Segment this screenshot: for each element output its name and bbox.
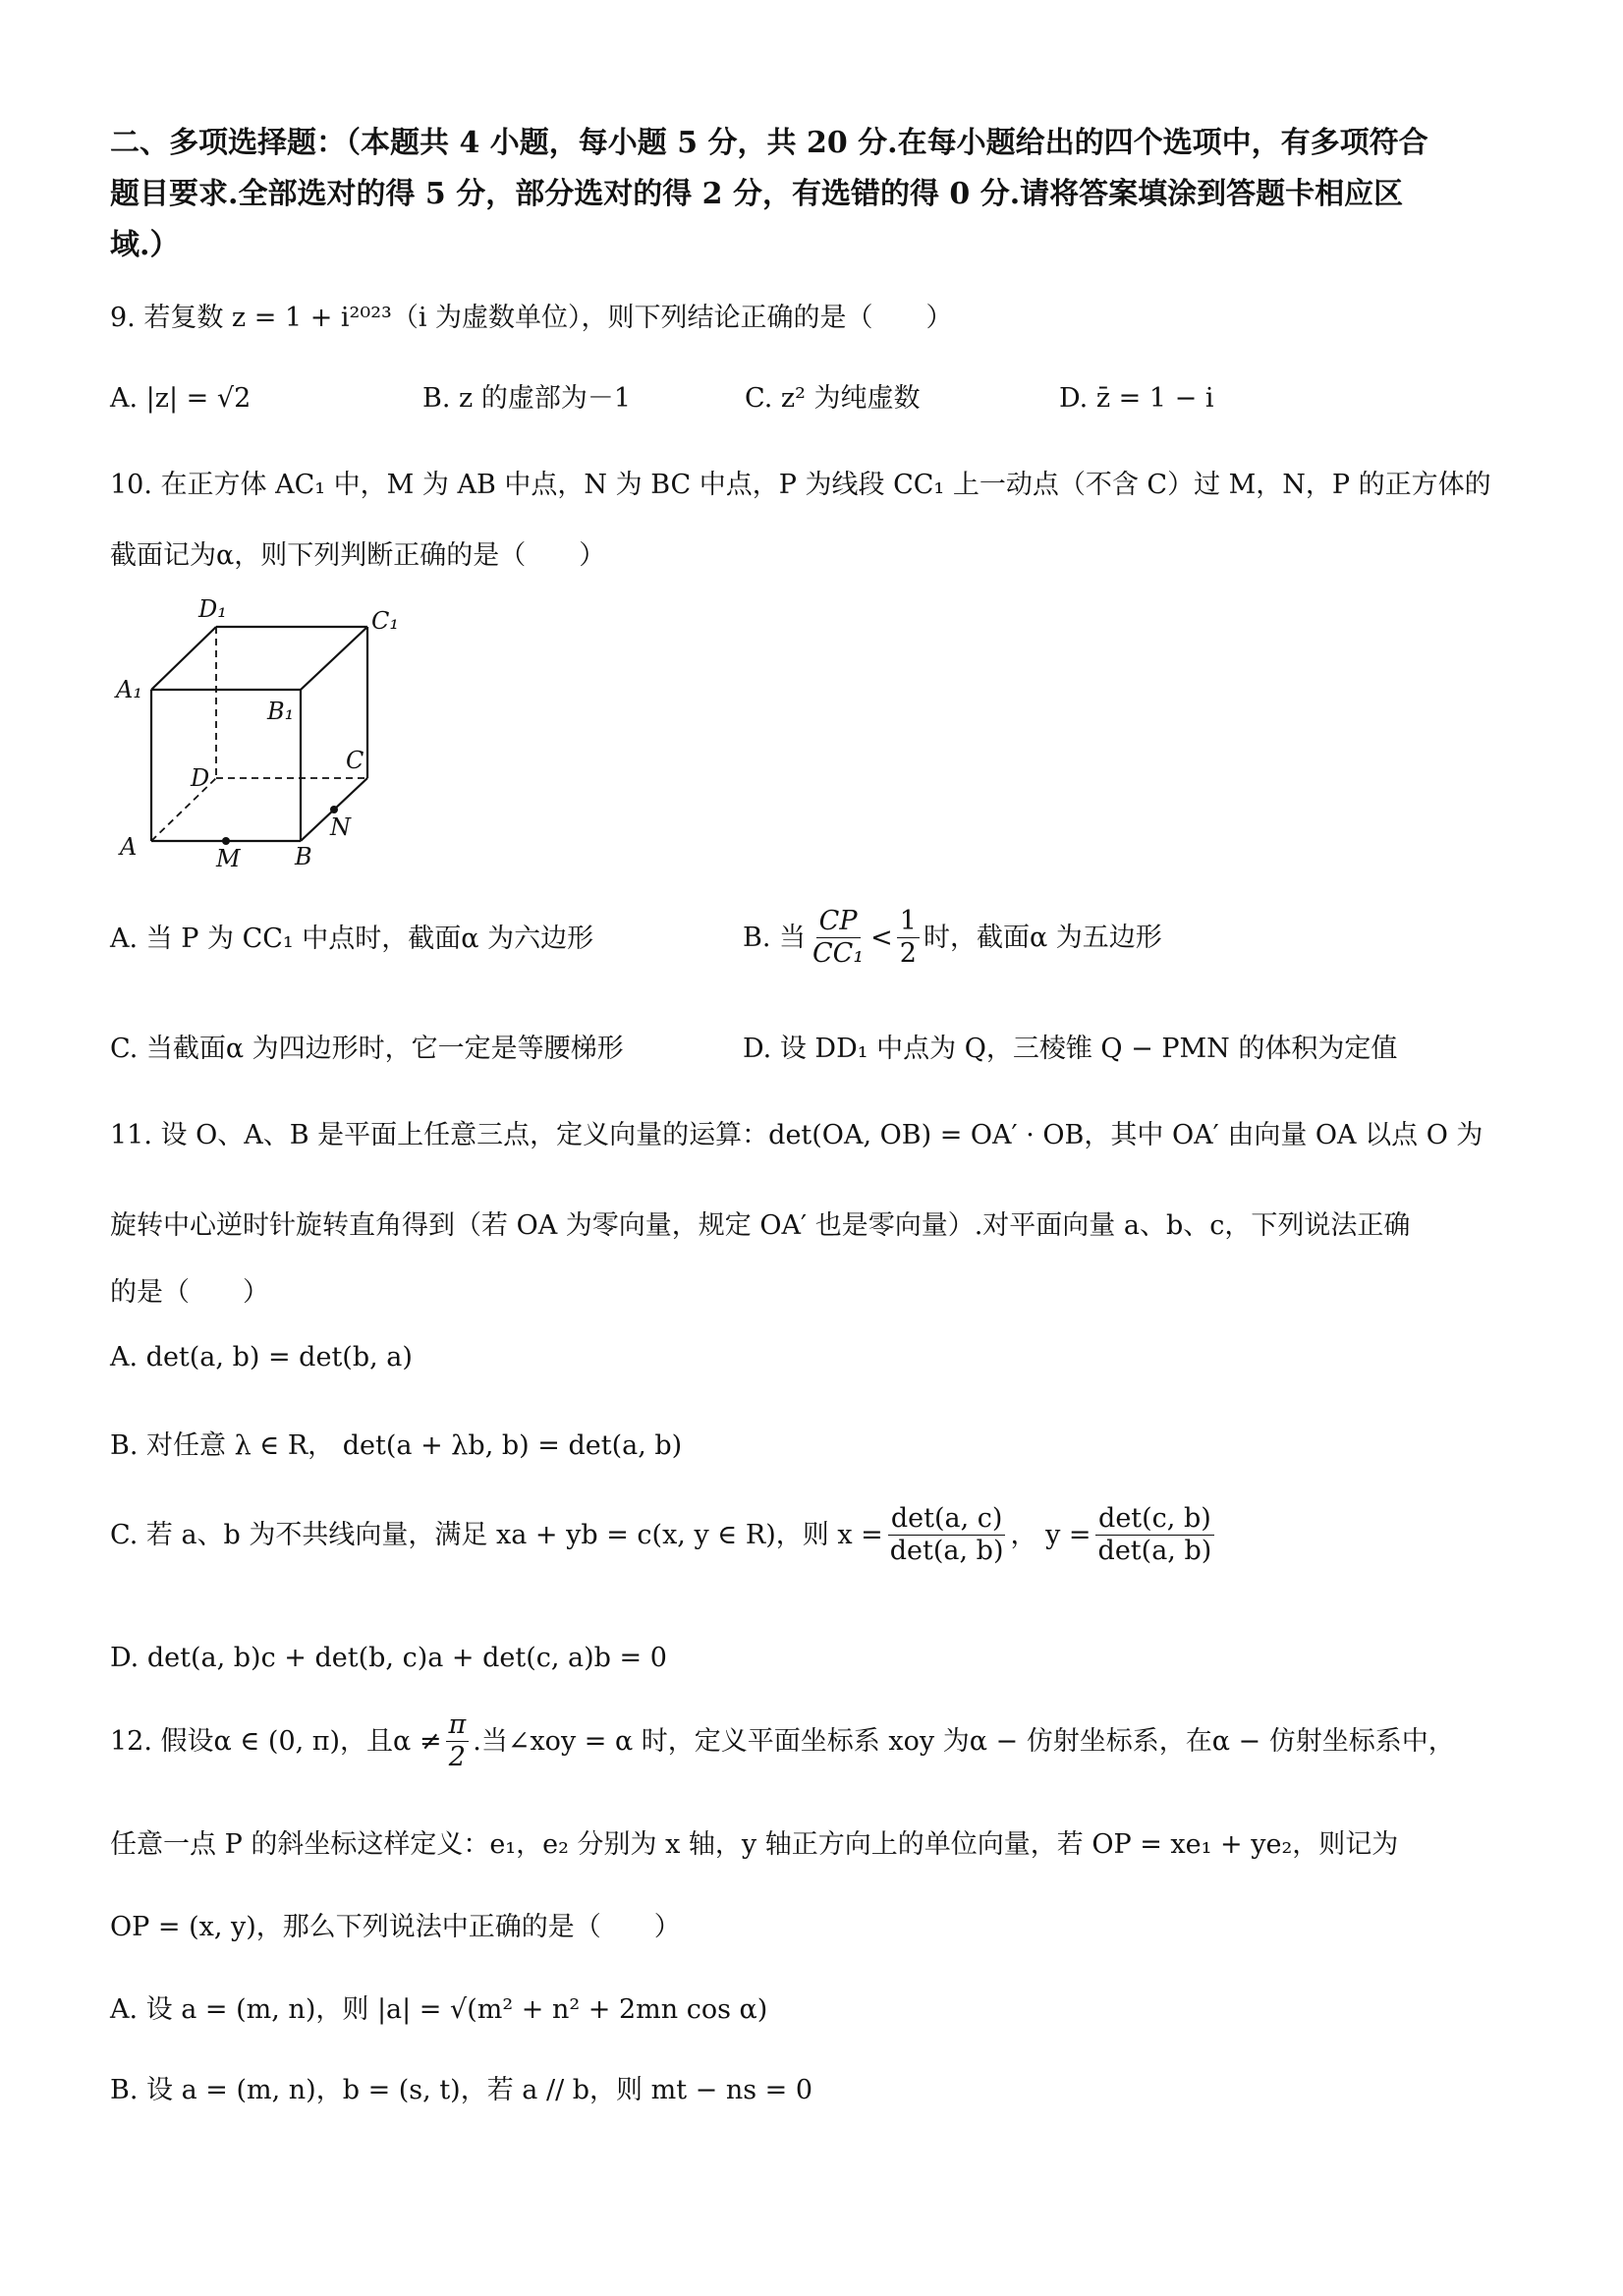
q11-stem-line-3: 的是（ ） xyxy=(110,1277,269,1308)
q11-option-a: A. det(a, b) = det(b, a) xyxy=(110,1342,413,1372)
cube-figure xyxy=(108,588,422,882)
edge-b1c1 xyxy=(301,627,367,690)
q10-option-d: D. 设 DD₁ 中点为 Q，三棱锥 Q − PMN 的体积为定值 xyxy=(743,1034,1398,1064)
q12-stem-pi-over-2 xyxy=(446,1709,470,1774)
q12-stem-pi: π xyxy=(446,1709,470,1742)
q11-stem-line-2: 旋转中心逆时针旋转直角得到（若 OA 为零向量，规定 OA′ 也是零向量）.对平面向量 a、b、c，下列说法正确 xyxy=(110,1210,1411,1241)
q11-option-c-x-den: det(a, b) xyxy=(889,1536,1004,1567)
q10-option-b-den-1: CC₁ xyxy=(812,938,865,970)
q11-option-c-mid: ， y = xyxy=(1010,1519,1091,1550)
label-c: C xyxy=(346,747,364,774)
q9-option-a: A. |z| = √2 xyxy=(110,383,252,414)
label-d: D xyxy=(191,764,210,792)
q10-option-c: C. 当截面α 为四边形时，它一定是等腰梯形 xyxy=(110,1034,624,1064)
q10-option-b-fraction-1 xyxy=(810,906,867,971)
label-c1: C₁ xyxy=(371,607,399,635)
label-a1: A₁ xyxy=(116,676,142,703)
label-d1: D₁ xyxy=(198,595,227,623)
q10-option-b-fraction-2 xyxy=(897,906,920,971)
q10-option-b-prefix: B. 当 xyxy=(743,922,807,953)
q11-option-c-x-num: det(a, c) xyxy=(888,1503,1006,1536)
q9-option-c: C. z² 为纯虚数 xyxy=(745,383,921,414)
q12-stem-two: 2 xyxy=(448,1742,466,1773)
q11-option-b: B. 对任意 λ ∈ R， det(a + λb, b) = det(a, b) xyxy=(110,1430,683,1461)
q11-option-c-fraction-x xyxy=(887,1503,1007,1568)
point-m xyxy=(222,837,230,845)
q12-option-b: B. 设 a = (m, n)，b = (s, t)，若 a // b，则 mt − ns = 0 xyxy=(110,2075,813,2105)
q12-stem-line-2: 任意一点 P 的斜坐标这样定义：e₁，e₂ 分别为 x 轴，y 轴正方向上的单位向量，若 OP = xe₁ + ye₂，则记为 xyxy=(110,1829,1399,1860)
q11-option-c-y-num: det(c, b) xyxy=(1095,1503,1214,1536)
q11-option-c xyxy=(110,1503,1218,1568)
q10-option-b-num-2: 1 xyxy=(897,906,920,938)
q12-option-a: A. 设 a = (m, n)，则 |a| = √(m² + n² + 2mn cos α) xyxy=(110,1994,768,2025)
q10-option-a: A. 当 P 为 CC₁ 中点时，截面α 为六边形 xyxy=(110,924,594,954)
q12-stem-line-1 xyxy=(110,1709,1455,1774)
section-header-line-1: 二、多项选择题：（本题共 4 小题，每小题 5 分，共 20 分.在每小题给出的四个选项中，有多项符合 xyxy=(110,126,1428,160)
q9-stem: 9. 若复数 z = 1 + i²⁰²³（i 为虚数单位），则下列结论正确的是（ ） xyxy=(110,303,953,333)
point-n xyxy=(330,806,338,813)
q11-stem-line-1: 11. 设 O、A、B 是平面上任意三点，定义向量的运算：det(OA, OB) = OA′ · OB，其中 OA′ 由向量 OA 以点 O 为 xyxy=(110,1120,1483,1150)
q10-option-b-den-2: 2 xyxy=(899,938,917,970)
q12-stem-line-1-suffix: .当∠xoy = α 时，定义平面坐标系 xoy 为α − 仿射坐标系，在α − 仿射坐标系中， xyxy=(473,1725,1455,1757)
q11-option-c-fraction-y xyxy=(1095,1503,1215,1568)
label-b1: B₁ xyxy=(267,698,295,725)
q10-option-b-num-1: CP xyxy=(816,906,861,938)
label-b: B xyxy=(295,843,312,870)
q9-option-d: D. z̄ = 1 − i xyxy=(1059,383,1214,414)
q10-option-b-less-than: < xyxy=(870,922,893,953)
section-header-line-3: 域.） xyxy=(110,228,180,262)
label-m: M xyxy=(216,845,241,872)
q9-option-b: B. z 的虚部为－1 xyxy=(422,383,631,414)
q10-option-b xyxy=(743,906,1162,971)
q12-stem-line-1-prefix: 12. 假设α ∈ (0, π)，且α ≠ xyxy=(110,1725,442,1757)
q11-option-d: D. det(a, b)c + det(b, c)a + det(c, a)b = 0 xyxy=(110,1643,667,1673)
label-a: A xyxy=(120,833,138,861)
section-header-line-2: 题目要求.全部选对的得 5 分，部分选对的得 2 分，有选错的得 0 分.请将答案填涂到答题卡相应区 xyxy=(110,177,1404,211)
q11-option-c-y-den: det(a, b) xyxy=(1097,1536,1212,1567)
q10-option-b-suffix: 时，截面α 为五边形 xyxy=(923,922,1162,953)
q11-option-c-prefix: C. 若 a、b 为不共线向量，满足 xa + yb = c(x, y ∈ R)，则 x = xyxy=(110,1519,883,1550)
q10-stem-line-2: 截面记为α，则下列判断正确的是（ ） xyxy=(110,540,606,571)
q12-stem-line-3: OP = (x, y)，那么下列说法中正确的是（ ） xyxy=(110,1912,681,1942)
q10-stem-line-1: 10. 在正方体 AC₁ 中，M 为 AB 中点，N 为 BC 中点，P 为线段 CC₁ 上一动点（不含 C）过 M，N，P 的正方体的 xyxy=(110,470,1491,500)
label-n: N xyxy=(330,813,351,841)
edge-a1d1 xyxy=(151,627,216,690)
